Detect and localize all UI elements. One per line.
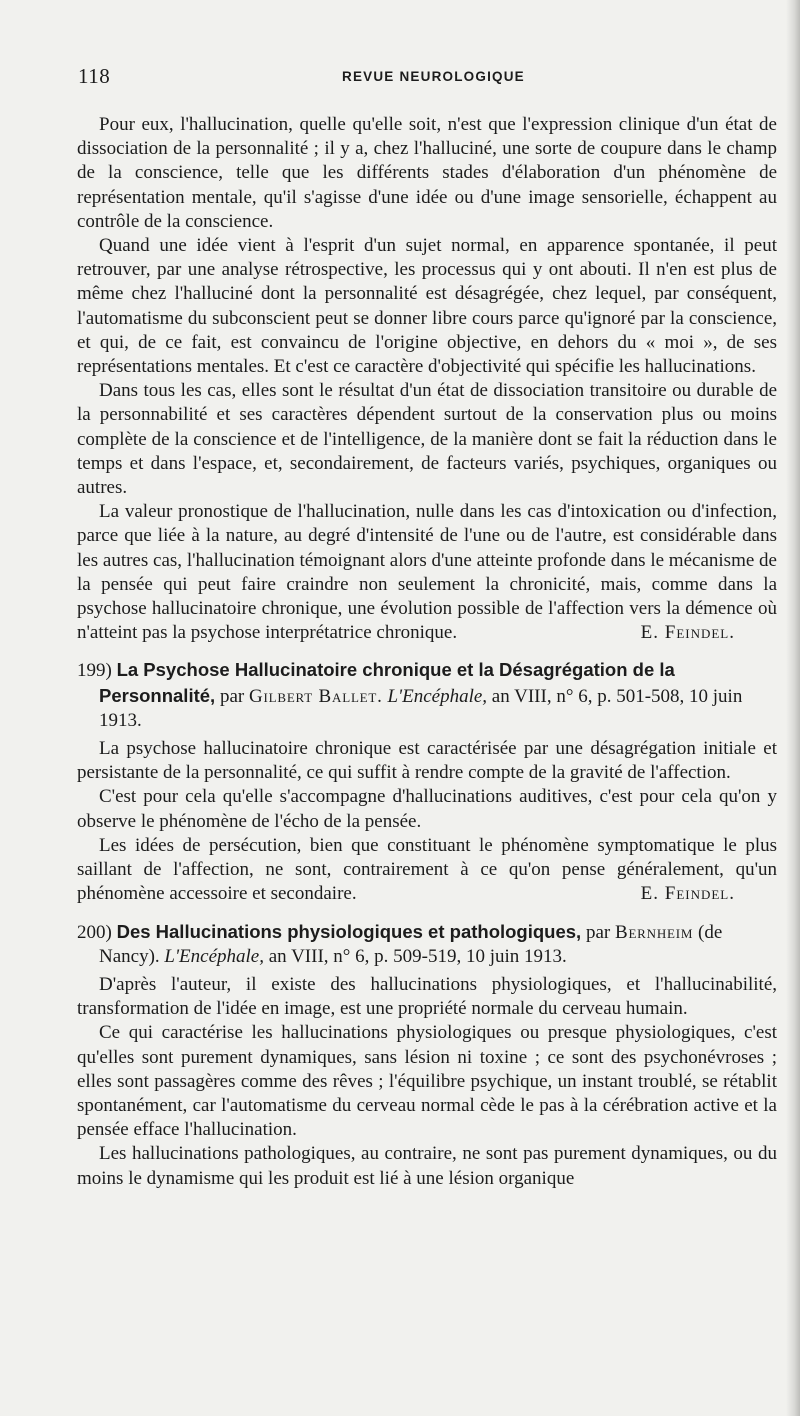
entry-200-citation: an VIII, n° 6, p. 509-519, 10 juin 1913. bbox=[268, 945, 567, 967]
entry-200-title: Des Hallucinations physiologiques et pathologiques, bbox=[116, 920, 582, 942]
entry-199-author: Gilbert Ballet. bbox=[248, 685, 383, 707]
running-head bbox=[78, 64, 778, 90]
entry-199-paragraph-2: C'est pour cela qu'elle s'accompagne d'hallucinations auditives, c'est pour cela qu'on y observe le phénomène de l'écho de la pensée. bbox=[77, 786, 777, 832]
entry-199-signature: E. Feindel. bbox=[640, 883, 735, 905]
entry-200-affiliation: (de Nancy). bbox=[99, 921, 723, 967]
entry-199-by: par bbox=[219, 685, 245, 707]
entry-200-by: par bbox=[585, 921, 611, 943]
entry-199-title: La Psychose Hallucinatoire chronique et la Désagrégation de la Personnalité, bbox=[99, 659, 675, 706]
intro-signature: E. Feindel. bbox=[640, 622, 735, 644]
entry-200-journal: L'Encéphale, bbox=[164, 945, 264, 967]
intro-paragraph-4-text: La valeur pronostique de l'hallucination, nulle dans les cas d'intoxication ou d'infection, parce que liée à la nature, au degré d'intensité de l'une ou de l'autre, est considérable dans les autres cas, l'hallucination témoignant alors d'une atteinte profonde dans le mécanisme de la pensée qui peut faire craindre non seulement la chronicité, mais, comme dans la psychose hallucinatoire chronique, une évolution possible de l'affection vers la démence où n'atteint pas la psychose interprétatrice chronique. bbox=[77, 501, 777, 644]
entry-199-number: 199) bbox=[77, 660, 112, 682]
entry-199-journal: L'Encéphale, bbox=[387, 685, 488, 707]
page-edge-shadow bbox=[786, 0, 800, 1416]
entry-200-paragraph-3: Les hallucinations pathologiques, au contraire, ne sont pas purement dynamiques, ou du moins le dynamisme qui les produit est lié à une lésion organique bbox=[77, 1143, 777, 1189]
intro-paragraph-1: Pour eux, l'hallucination, quelle qu'elle soit, n'est que l'expression clinique d'un état de dissociation de la personnalité ; il y a, chez l'halluciné, une sorte de coupure dans le champ de la conscience, telle que les différents stades d'élaboration d'un phénomène de représentation mentale, qu'il s'agisse d'une idée ou d'une image sensorielle, échappent au contrôle de la conscience. bbox=[77, 114, 777, 232]
entry-200-paragraph-1: D'après l'auteur, il existe des hallucinations physiologiques, et l'hallucinabilité, transformation de l'idée en image, est une propriété normale du cerveau humain. bbox=[77, 973, 777, 1020]
page-body bbox=[77, 113, 777, 1191]
entry-199-heading bbox=[77, 658, 777, 733]
entry-199-citation: an VIII, n° 6, p. 501-508, 10 juin 1913. bbox=[99, 685, 743, 731]
entry-200-author: Bernheim bbox=[614, 921, 694, 943]
entry-199-paragraph-3 bbox=[77, 834, 777, 907]
intro-paragraph-3: Dans tous les cas, elles sont le résultat d'un état de dissociation transitoire ou durable de la personnabilité et ses caractères dépendent surtout de la conservation plus ou moins complète de la conscience et de l'intelligence, de la manière dont se fait la réduction dans le temps et dans l'espace, et, secondairement, de facteurs variés, psychiques, organiques ou autres. bbox=[77, 380, 777, 499]
entry-200-paragraph-2: Ce qui caractérise les hallucinations physiologiques ou presque physiologiques, c'est qu'elles sont purement dynamiques, sans lésion ni toxine ; ce sont des psychonévroses ; elles sont passagères comme des rêves ; l'équilibre psychique, un instant troublé, se rétablit spontanément, car l'automatisme du cerveau normal cède le pas à la cérébration active et la pensée efface l'hallucination. bbox=[77, 1022, 777, 1141]
entry-200-number: 200) bbox=[77, 921, 112, 943]
journal-title: REVUE NEUROLOGIQUE bbox=[342, 69, 525, 84]
entry-199-paragraph-3-text: Les idées de persécution, bien que constituant le phénomène symptomatique le plus saillant de l'affection, ne sont, contrairement à ce qu'on pense généralement, qu'un phénomène accessoire et secondaire. bbox=[77, 834, 777, 905]
entry-200-heading bbox=[77, 920, 777, 969]
entry-199-paragraph-1: La psychose hallucinatoire chronique est caractérisée par une désagrégation initiale et persistante de la personnalité, ce qui suffit à rendre compte de la gravité de l'affection. bbox=[77, 738, 777, 784]
intro-paragraph-2: Quand une idée vient à l'esprit d'un sujet normal, en apparence spontanée, il peut retrouver, par une analyse rétrospective, les processus qui y ont abouti. Il n'en est plus de même chez l'halluciné dont la personnalité est désagrégée, chez lequel, par conséquent, l'automatisme du subconscient peut se donner libre cours parce qu'ignoré par la conscience, et qui, de ce fait, est convaincu de l'origine objective, en dehors du « moi », de ses représentations mentales. Et c'est ce caractère d'objectivité qui spécifie les hallucinations. bbox=[77, 235, 777, 378]
page-number: 118 bbox=[78, 64, 111, 88]
intro-paragraph-4 bbox=[77, 500, 777, 645]
